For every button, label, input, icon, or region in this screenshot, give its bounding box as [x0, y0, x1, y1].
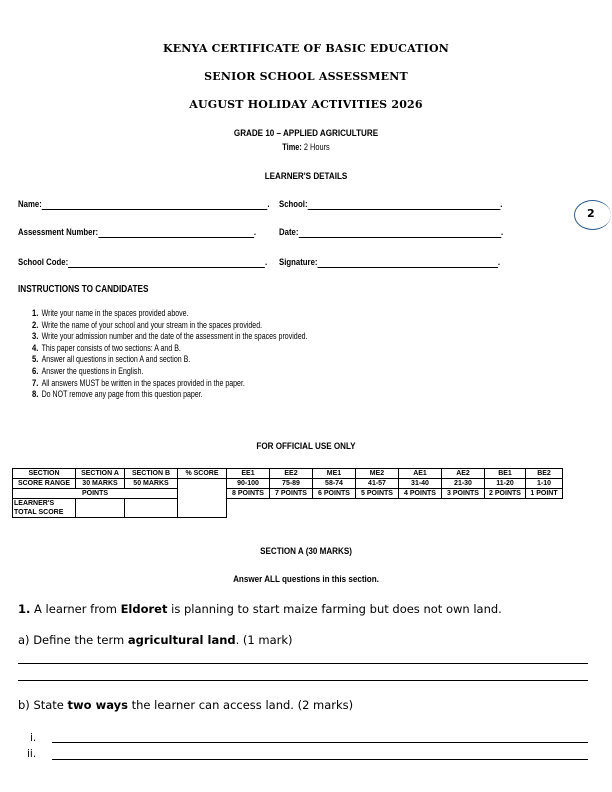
- assessment-title: SENIOR SCHOOL ASSESSMENT: [204, 70, 408, 83]
- points-ae2: 3 POINTS: [442, 489, 485, 499]
- signature-row: Signature: .: [279, 257, 501, 268]
- header-section-a: SECTION A: [76, 469, 125, 479]
- total-section-b-cell[interactable]: [125, 499, 178, 518]
- instruction-item: [32, 320, 307, 332]
- total-label-line2: TOTAL SCORE: [14, 509, 64, 516]
- points-label: POINTS: [13, 489, 178, 499]
- school-code-input-line[interactable]: [68, 266, 265, 268]
- range-be1: 11-20: [485, 479, 526, 489]
- instruction-item: [32, 343, 307, 355]
- question-1-number: 1.: [18, 602, 31, 616]
- question-1b-post: the learner can access land. (2 marks): [127, 698, 354, 712]
- name-input-line[interactable]: [42, 208, 267, 210]
- score-range-label: SCORE RANGE: [13, 479, 76, 489]
- signature-label: Signature:: [279, 257, 318, 268]
- percent-score-cell[interactable]: [178, 479, 227, 518]
- instruction-number: 1.: [32, 308, 39, 319]
- instruction-text: Write the name of your school and your stream in the spaces provided.: [41, 319, 263, 330]
- official-use-title: FOR OFFICIAL USE ONLY: [256, 441, 356, 452]
- points-ae1: 4 POINTS: [399, 489, 442, 499]
- range-ee1: 90-100: [227, 479, 270, 489]
- question-1b-emphasis: two ways: [67, 698, 128, 712]
- signature-input-line[interactable]: [318, 266, 498, 268]
- instruction-item: [32, 354, 307, 366]
- total-score-label: [13, 499, 76, 518]
- answer-line-1b-ii[interactable]: [52, 759, 588, 760]
- range-ae1: 31-40: [399, 479, 442, 489]
- answer-line-1b-i[interactable]: [52, 742, 588, 743]
- school-code-row: School Code: .: [18, 257, 268, 268]
- range-ee2: 75-89: [270, 479, 313, 489]
- date-field-row: Date: .: [279, 227, 504, 238]
- instruction-item: [32, 308, 307, 320]
- name-field-row: Name: .: [18, 199, 270, 210]
- range-ae2: 21-30: [442, 479, 485, 489]
- instruction-number: 2.: [32, 319, 39, 331]
- question-1a-post: . (1 mark): [235, 633, 293, 647]
- school-code-label: School Code:: [18, 257, 69, 268]
- time-allowed: [55, 142, 557, 152]
- score-table: [12, 468, 563, 518]
- total-section-a-cell[interactable]: [76, 499, 125, 518]
- points-me2: 5 POINTS: [356, 489, 399, 499]
- score-range-row: [13, 479, 563, 489]
- answer-line-1a-1[interactable]: [18, 663, 588, 664]
- header-ae1: AE1: [399, 469, 442, 479]
- header-section: SECTION: [13, 469, 76, 479]
- header-me1: ME1: [313, 469, 356, 479]
- total-label-line1: LEARNER'S: [14, 500, 55, 507]
- range-me1: 58-74: [313, 479, 356, 489]
- instruction-number: 4.: [32, 342, 39, 354]
- school-label: School:: [279, 199, 308, 210]
- answer-line-1a-2[interactable]: [18, 680, 588, 681]
- question-1-place: Eldoret: [120, 602, 168, 616]
- name-label: Name:: [18, 199, 42, 210]
- header-be2: BE2: [526, 469, 563, 479]
- school-input-line[interactable]: [308, 208, 501, 210]
- instruction-text: This paper consists of two sections: A and B.: [41, 342, 181, 353]
- roman-ii: ii.: [27, 748, 37, 760]
- question-1a-term: agricultural land: [127, 633, 236, 647]
- instruction-text: Answer the questions in English.: [41, 365, 144, 376]
- question-1-text-post: is planning to start maize farming but does not own land.: [167, 602, 502, 616]
- date-label: Date:: [279, 227, 299, 238]
- instructions-title: INSTRUCTIONS TO CANDIDATES: [18, 284, 149, 295]
- page-number-badge: [574, 200, 611, 230]
- instruction-number: 5.: [32, 354, 39, 366]
- instruction-number: 7.: [32, 377, 39, 389]
- instruction-item: [32, 331, 307, 343]
- instruction-item: [32, 378, 307, 390]
- time-label: Time:: [282, 142, 302, 152]
- assessment-number-row: Assessment Number: .: [18, 227, 257, 238]
- points-ee1: 8 POINTS: [227, 489, 270, 499]
- question-1b: [18, 698, 353, 712]
- time-value: 2 Hours: [303, 142, 330, 152]
- total-blank-area: [227, 499, 563, 518]
- header-me2: ME2: [356, 469, 399, 479]
- date-input-line[interactable]: [298, 236, 501, 238]
- exam-title: KENYA CERTIFICATE OF BASIC EDUCATION: [162, 42, 450, 55]
- instruction-item: [32, 366, 307, 378]
- instruction-text: All answers MUST be written in the spaces provided in the paper.: [41, 377, 245, 388]
- instruction-text: Write your name in the spaces provided above.: [41, 308, 189, 318]
- total-score-row: [13, 499, 563, 518]
- roman-i: i.: [30, 732, 37, 744]
- school-field-row: School: .: [279, 199, 503, 210]
- points-ee2: 7 POINTS: [270, 489, 313, 499]
- instruction-number: 3.: [32, 331, 39, 343]
- header-percent-score: % SCORE: [178, 469, 227, 479]
- points-be2: 1 POINT: [526, 489, 563, 499]
- learner-details-title: LEARNER'S DETAILS: [264, 171, 348, 182]
- instruction-number: 6.: [32, 365, 39, 377]
- question-1-stem: [18, 602, 502, 616]
- activities-title: AUGUST HOLIDAY ACTIVITIES 2026: [189, 98, 423, 111]
- header-be1: BE1: [485, 469, 526, 479]
- header-ae2: AE2: [442, 469, 485, 479]
- points-row: [13, 489, 563, 499]
- instruction-text: Write your admission number and the date of the assessment in the spaces provided.: [41, 331, 308, 342]
- assessment-number-input-line[interactable]: [98, 236, 254, 238]
- range-me2: 41-57: [356, 479, 399, 489]
- header-ee1: EE1: [227, 469, 270, 479]
- points-be1: 2 POINTS: [485, 489, 526, 499]
- question-1-text-pre: A learner from: [34, 602, 121, 616]
- section-a-title: SECTION A (30 MARKS): [260, 546, 352, 557]
- header-ee2: EE2: [270, 469, 313, 479]
- points-me1: 6 POINTS: [313, 489, 356, 499]
- section-a-marks: 30 MARKS: [76, 479, 125, 489]
- page-number: 2: [587, 207, 595, 220]
- instruction-text: Answer all questions in section A and section B.: [41, 354, 191, 365]
- grade-subject: GRADE 10 – APPLIED AGRICULTURE: [233, 128, 379, 139]
- range-be2: 1-10: [526, 479, 563, 489]
- section-b-marks: 50 MARKS: [125, 479, 178, 489]
- assessment-number-label: Assessment Number:: [18, 227, 99, 238]
- instruction-item: [32, 389, 307, 401]
- section-a-instruction: Answer ALL questions in this section.: [233, 574, 379, 585]
- instruction-number: 8.: [32, 389, 39, 401]
- instruction-text: Do NOT remove any page from this question paper.: [41, 389, 203, 400]
- instructions-list: [32, 308, 376, 401]
- question-1a: [18, 633, 293, 647]
- header-section-b: SECTION B: [125, 469, 178, 479]
- question-1b-pre: b) State: [18, 698, 68, 712]
- score-table-header-row: [13, 469, 563, 479]
- question-1a-pre: a) Define the term: [18, 633, 128, 647]
